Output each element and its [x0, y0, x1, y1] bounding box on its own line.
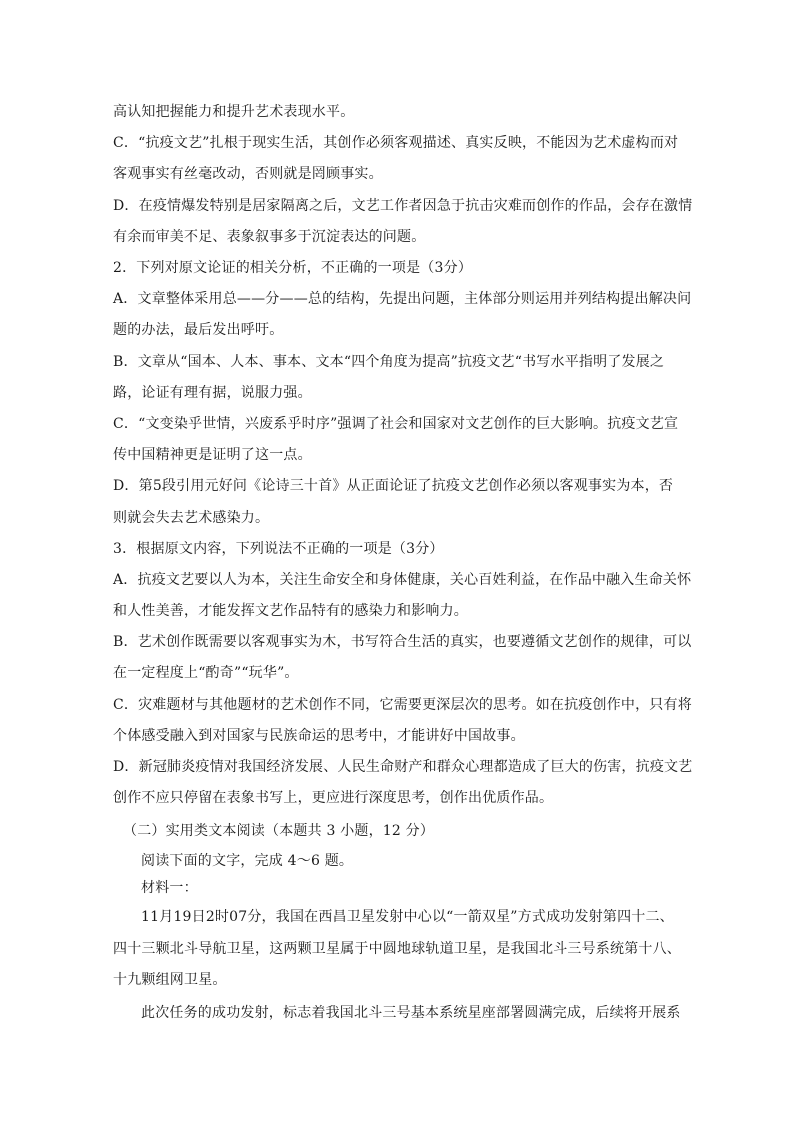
question-stem: 2．下列对原文论证的相关分析，不正确的一项是（3分） — [113, 260, 473, 276]
text-line: D．第5段引用元好问《论诗三十首》从正面论证了抗疫文艺创作必须以客观事实为本，否 — [113, 478, 674, 494]
text-line: 十九颗组网卫星。 — [113, 972, 227, 988]
text-line: C．“文变染乎世情，兴废系乎时序”强调了社会和国家对文艺创作的巨大影响。抗疫文艺宣 — [113, 416, 679, 432]
text-line: A．抗疫文艺要以人为本，关注生命安全和身体健康，关心百姓利益，在作品中融入生命关怀 — [113, 572, 692, 588]
text-line: C．“抗疫文艺”扎根于现实生活，其创作必须客观描述、真实反映，不能因为艺术虚构而对 — [113, 135, 679, 151]
text-line: 四十三颗北斗导航卫星，这两颗卫星属于中圆地球轨道卫星，是我国北斗三号系统第十八、 — [113, 941, 681, 957]
text-line: D．新冠肺炎疫情对我国经济发展、人民生命财产和群众心理都造成了巨大的伤害，抗疫文艺 — [113, 759, 693, 775]
text-line: 路，论证有理有据，说服力强。 — [113, 385, 312, 401]
text-line: 个体感受融入到对国家与民族命运的思考中，才能讲好中国故事。 — [113, 728, 525, 744]
text-line: A．文章整体采用总——分——总的结构，先提出问题，主体部分则运用并列结构提出解决问 — [113, 291, 692, 307]
text-line: 则就会失去艺术感染力。 — [113, 510, 270, 526]
text-line: 有余而审美不足、表象叙事多于沉淀表达的问题。 — [113, 229, 426, 245]
text-line: 在一定程度上“酌奇”“玩华”。 — [113, 665, 299, 681]
text-line: 高认知把握能力和提升艺术表现水平。 — [113, 104, 355, 120]
text-line: 和人性美善，才能发挥文艺作品特有的感染力和影响力。 — [113, 603, 468, 619]
text-line: D．在疫情爆发特别是居家隔离之后，文艺工作者因急于抗击灾难而创作的作品，会存在激情 — [113, 198, 693, 214]
text-line: 阅读下面的文字，完成 4～6 题。 — [141, 853, 354, 869]
text-line: 此次任务的成功发射，标志着我国北斗三号基本系统星座部署圆满完成，后续将开展系 — [141, 1005, 681, 1021]
question-stem: 3．根据原文内容，下列说法不正确的一项是（3分） — [113, 541, 444, 557]
text-line: 传中国精神更是证明了这一点。 — [113, 447, 312, 463]
text-line: 11月19日2时07分，我国在西昌卫星发射中心以“一箭双星”方式成功发射第四十二、 — [141, 909, 674, 925]
section-heading: （二）实用类文本阅读（本题共 3 小题，12 分） — [123, 823, 435, 839]
text-line: 创作不应只停留在表象书写上，更应进行深度思考，创作出优质作品。 — [113, 790, 554, 806]
text-line: 客观事实有丝毫改动，否则就是罔顾事实。 — [113, 166, 383, 182]
text-line: C．灾难题材与其他题材的艺术创作不同，它需要更深层次的思考。如在抗疫创作中，只有将 — [113, 697, 692, 713]
text-line: B．文章从“国本、人本、事本、文本“四个角度为提高”抗疫文艺“书写水平指明了发展之 — [113, 354, 665, 370]
text-line: 材料一： — [141, 880, 198, 896]
text-line: B．艺术创作既需要以客观事实为木，书写符合生活的真实，也要遵循文艺创作的规律，可以 — [113, 634, 692, 650]
text-line: 题的办法，最后发出呼吁。 — [113, 322, 284, 338]
